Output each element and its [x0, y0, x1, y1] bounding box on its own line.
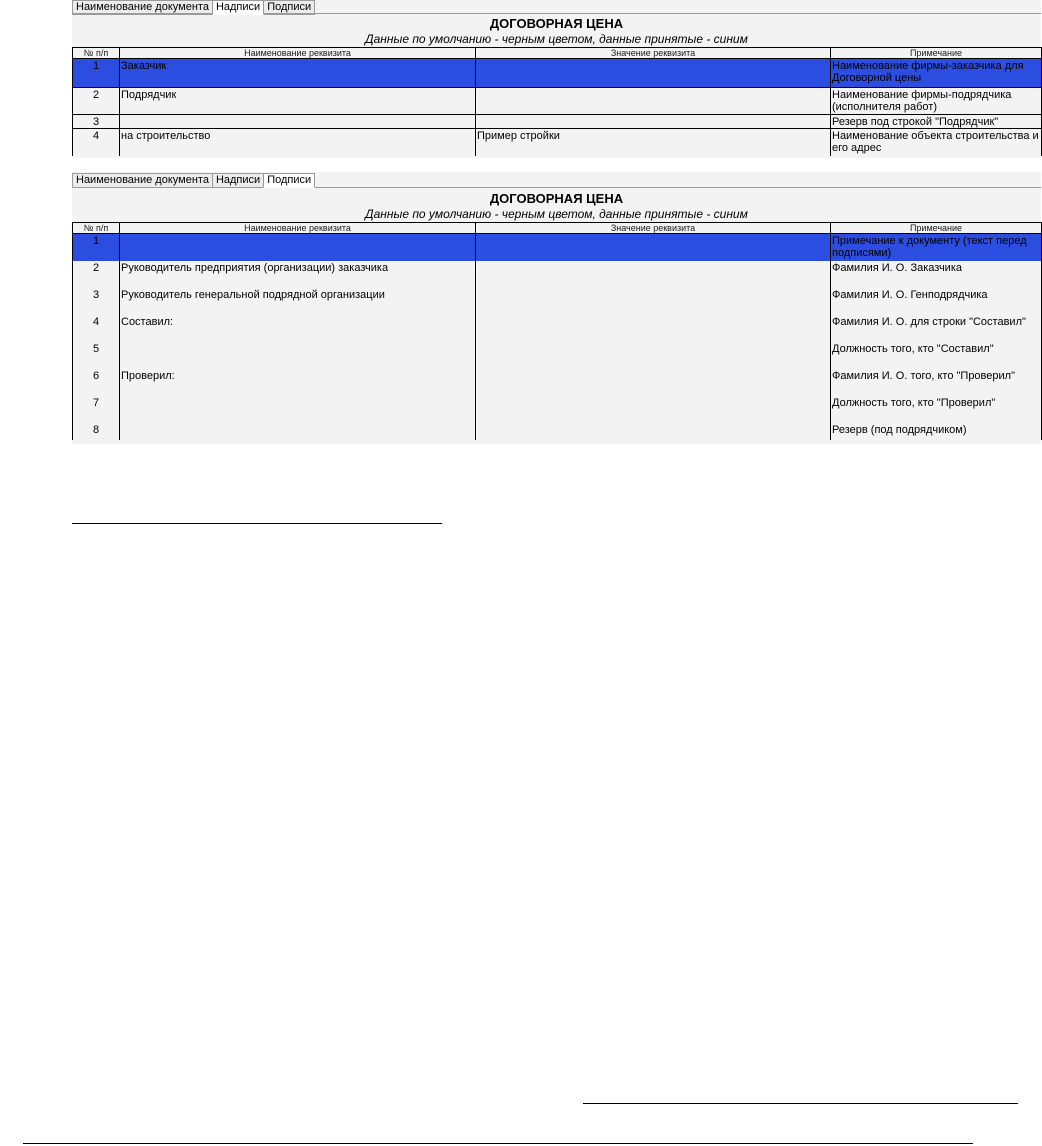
rule-line-right — [583, 1103, 1018, 1104]
cell-note: Должность того, кто "Проверил" — [831, 396, 1042, 423]
cell-num: 3 — [73, 288, 120, 315]
table-row[interactable] — [73, 59, 1042, 88]
table-row[interactable] — [73, 396, 1042, 423]
cell-value[interactable] — [476, 315, 831, 342]
table-header-row — [73, 48, 1042, 59]
cell-note: Наименование фирмы-заказчика для Договорной цены — [831, 59, 1042, 88]
cell-name — [120, 423, 476, 440]
cell-value[interactable] — [476, 288, 831, 315]
cell-value[interactable] — [476, 88, 831, 115]
cell-note: Резерв (под подрядчиком) — [831, 423, 1042, 440]
table-row[interactable] — [73, 315, 1042, 342]
cell-name: Руководитель генеральной подрядной организации — [120, 288, 476, 315]
cell-value[interactable] — [476, 423, 831, 440]
cell-value[interactable] — [476, 59, 831, 88]
tab-document-name[interactable]: Наименование документа — [72, 173, 213, 188]
cell-num: 1 — [73, 234, 120, 261]
header-value: Значение реквизита — [476, 48, 831, 59]
tab-signatures[interactable]: Подписи — [263, 0, 315, 15]
cell-value[interactable] — [476, 234, 831, 261]
tab-inscriptions[interactable]: Надписи — [212, 0, 264, 15]
tab-document-name[interactable]: Наименование документа — [72, 0, 213, 15]
cell-name: Подрядчик — [120, 88, 476, 115]
bottom-page-subtitle: Данные по умолчанию - черным цветом, данные принятые - синим — [365, 207, 748, 221]
cell-value[interactable] — [476, 115, 831, 129]
tab-signatures[interactable]: Подписи — [263, 173, 315, 188]
table-row[interactable] — [73, 115, 1042, 129]
header-num: № п/п — [73, 48, 120, 59]
table-row[interactable] — [73, 234, 1042, 261]
cell-note: Фамилия И. О. для строки "Составил" — [831, 315, 1042, 342]
cell-num: 1 — [73, 59, 120, 88]
cell-value[interactable]: Пример стройки — [476, 129, 831, 156]
table-header-row — [73, 223, 1042, 234]
cell-note: Примечание к документу (текст перед подписями) — [831, 234, 1042, 261]
cell-name: Составил: — [120, 315, 476, 342]
cell-name — [120, 115, 476, 129]
table-row[interactable] — [73, 88, 1042, 115]
cell-name — [120, 234, 476, 261]
table-row[interactable] — [73, 423, 1042, 440]
cell-num: 2 — [73, 88, 120, 115]
cell-value[interactable] — [476, 342, 831, 369]
cell-note: Наименование объекта строительства и его адрес — [831, 129, 1042, 156]
top-page-title: ДОГОВОРНАЯ ЦЕНА — [489, 16, 624, 31]
cell-num: 4 — [73, 129, 120, 156]
cell-num: 6 — [73, 369, 120, 396]
bottom-page-title: ДОГОВОРНАЯ ЦЕНА — [489, 191, 624, 206]
cell-value[interactable] — [476, 261, 831, 288]
cell-name: на строительство — [120, 129, 476, 156]
cell-num: 5 — [73, 342, 120, 369]
cell-num: 3 — [73, 115, 120, 129]
header-num: № п/п — [73, 223, 120, 234]
bottom-requisites-table — [72, 222, 1042, 440]
cell-num: 4 — [73, 315, 120, 342]
cell-name: Заказчик — [120, 59, 476, 88]
cell-note: Фамилия И. О. Заказчика — [831, 261, 1042, 288]
cell-note: Фамилия И. О. Генподрядчика — [831, 288, 1042, 315]
header-note: Примечание — [831, 223, 1042, 234]
cell-note: Резерв под строкой "Подрядчик" — [831, 115, 1042, 129]
cell-note: Должность того, кто "Составил" — [831, 342, 1042, 369]
rule-line-upper — [72, 523, 442, 524]
bottom-tab-bar — [72, 173, 314, 188]
cell-value[interactable] — [476, 369, 831, 396]
table-row[interactable] — [73, 129, 1042, 156]
cell-name — [120, 342, 476, 369]
top-requisites-table — [72, 47, 1042, 156]
cell-note: Фамилия И. О. того, кто "Проверил" — [831, 369, 1042, 396]
rule-line-bottom — [23, 1143, 973, 1144]
cell-name: Проверил: — [120, 369, 476, 396]
cell-name: Руководитель предприятия (организации) заказчика — [120, 261, 476, 288]
header-note: Примечание — [831, 48, 1042, 59]
cell-note: Наименование фирмы-подрядчика (исполнителя работ) — [831, 88, 1042, 115]
bottom-tab-underline — [72, 187, 1041, 188]
table-row[interactable] — [73, 369, 1042, 396]
header-name: Наименование реквизита — [120, 48, 476, 59]
cell-name — [120, 396, 476, 423]
tab-inscriptions[interactable]: Надписи — [212, 173, 264, 188]
table-row[interactable] — [73, 342, 1042, 369]
header-value: Значение реквизита — [476, 223, 831, 234]
top-page-subtitle: Данные по умолчанию - черным цветом, данные принятые - синим — [365, 32, 748, 46]
cell-num: 8 — [73, 423, 120, 440]
table-row[interactable] — [73, 261, 1042, 288]
cell-num: 2 — [73, 261, 120, 288]
table-row[interactable] — [73, 288, 1042, 315]
header-name: Наименование реквизита — [120, 223, 476, 234]
cell-value[interactable] — [476, 396, 831, 423]
cell-num: 7 — [73, 396, 120, 423]
